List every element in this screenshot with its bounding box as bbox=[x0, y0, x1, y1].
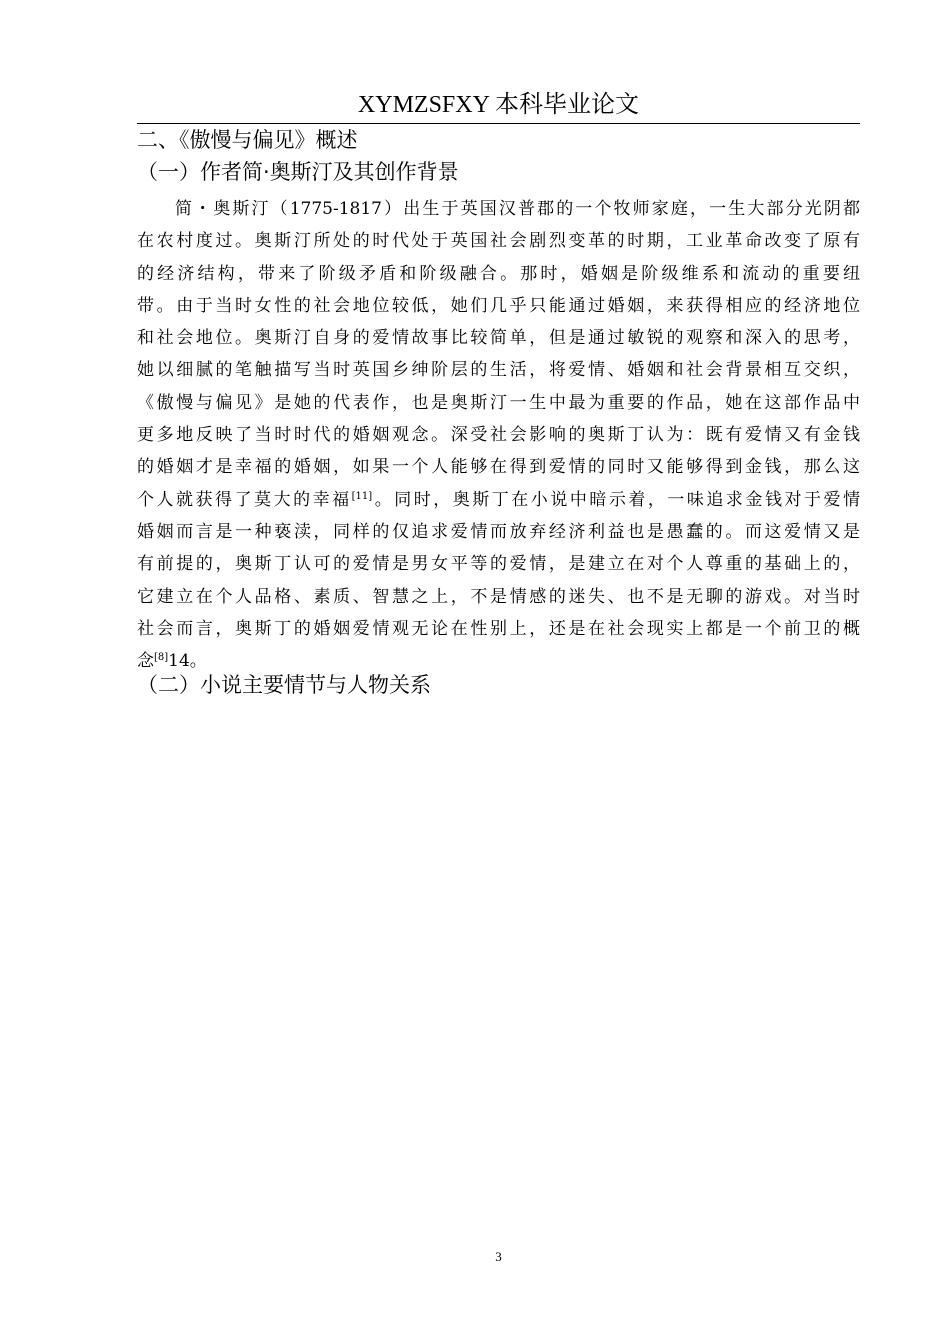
paragraph-line: 带。由于当时女性的社会地位较低，她们几乎只能通过婚姻，来获得相应的经济地位 bbox=[137, 295, 860, 316]
paragraph-line: 和社会地位。奥斯汀自身的爱情故事比较简单，但是通过敏锐的观察和深入的思考， bbox=[137, 328, 860, 349]
paragraph-text: 念 bbox=[137, 651, 154, 672]
paragraph-line: 简・奥斯汀（1775-1817）出生于英国汉普郡的一个牧师家庭，一生大部分光阴都 bbox=[175, 199, 860, 219]
citation-marker: [11] bbox=[351, 490, 373, 502]
paragraph-text: 。同时，奥斯丁在小说中暗示着，一味追求金钱对于爱情 bbox=[372, 489, 861, 510]
paragraph-line: 的婚姻才是幸福的婚姻，如果一个人能够在得到爱情的同时又能够得到金钱，那么这 bbox=[137, 457, 860, 478]
running-header: XYMZSFXY 本科毕业论文 bbox=[357, 92, 640, 118]
paragraph-line: 她以细腻的笔触描写当时英国乡绅阶层的生活，将爱情、婚姻和社会背景相互交织， bbox=[137, 360, 860, 381]
paragraph-line: 更多地反映了当时时代的婚姻观念。深受社会影响的奥斯丁认为：既有爱情又有金钱 bbox=[137, 425, 860, 446]
paragraph-text: 个人就获得了莫大的幸福 bbox=[137, 489, 352, 510]
section-title: 二、《傲慢与偏见》概述 bbox=[137, 128, 358, 152]
page-number: 3 bbox=[495, 1249, 502, 1264]
citation-marker: [8] bbox=[154, 652, 169, 664]
paragraph-line: 婚姻而言是一种亵渎，同样的仅追求爱情而放弃经济利益也是愚蠢的。而这爱情又是 bbox=[137, 521, 860, 542]
paragraph-line: 社会而言，奥斯丁的婚姻爱情观无论在性别上，还是在社会现实上都是一个前卫的概 bbox=[137, 618, 860, 639]
body-paragraph bbox=[137, 193, 860, 677]
header-rule bbox=[137, 123, 860, 124]
subsection-title-author-background: （一）作者简·奥斯汀及其创作背景 bbox=[137, 160, 459, 184]
paragraph-line: 的经济结构，带来了阶级矛盾和阶级融合。那时，婚姻是阶级维系和流动的重要纽 bbox=[137, 263, 860, 284]
subsection-title-plot-characters: （二）小说主要情节与人物关系 bbox=[137, 673, 431, 697]
paragraph-text: 14。 bbox=[168, 651, 207, 672]
paragraph-line: 在农村度过。奥斯汀所处的时代处于英国社会剧烈变革的时期，工业革命改变了原有 bbox=[137, 231, 860, 252]
paragraph-line bbox=[137, 484, 860, 516]
paragraph-line: 它建立在个人品格、素质、智慧之上，不是情感的迷失、也不是无聊的游戏。对当时 bbox=[137, 586, 860, 607]
paragraph-line: 《傲慢与偏见》是她的代表作，也是奥斯汀一生中最为重要的作品，她在这部作品中 bbox=[137, 392, 860, 413]
paragraph-line: 有前提的，奥斯丁认可的爱情是男女平等的爱情，是建立在对个人尊重的基础上的， bbox=[137, 554, 860, 575]
